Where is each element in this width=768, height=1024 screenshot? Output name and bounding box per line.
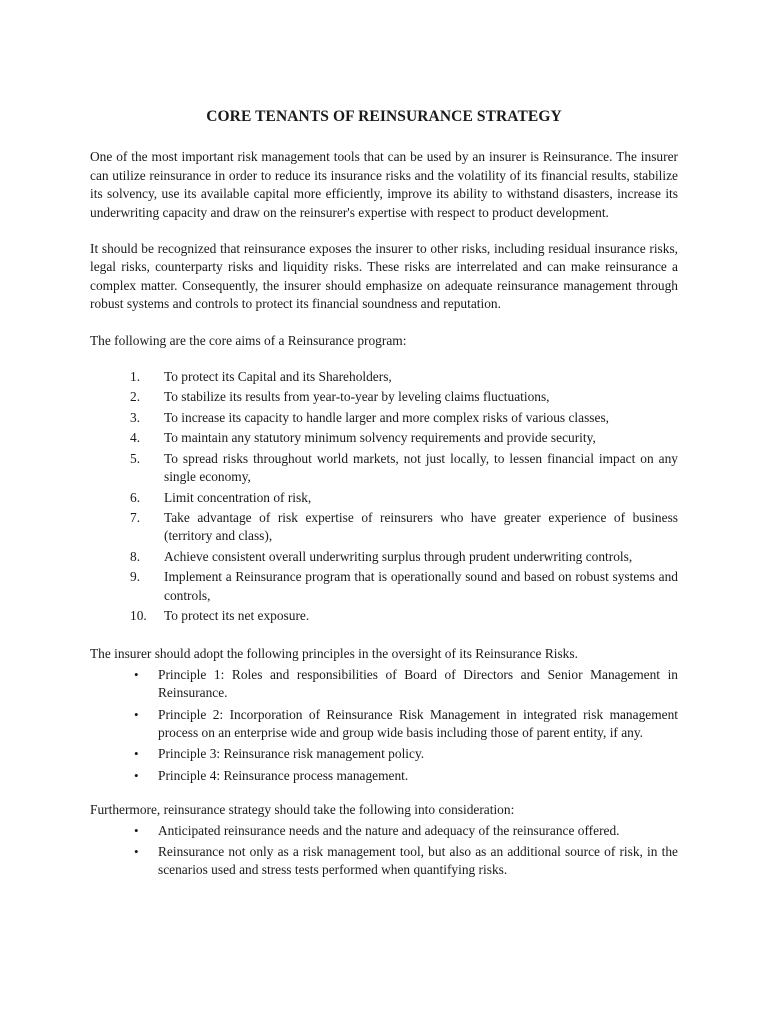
considerations-list [90, 822, 678, 880]
list-item-text: Implement a Reinsurance program that is operationally sound and based on robust systems and controls, [164, 569, 678, 603]
list-item-text: Limit concentration of risk, [164, 489, 312, 505]
list-item-text: To increase its capacity to handle larger and more complex risks of various classes, [164, 409, 610, 425]
list-item-text: Reinsurance not only as a risk management tool, but also as an additional source of risk, in the scenarios used and stress tests performed when quantifying risks. [158, 844, 678, 878]
list-item-text: To spread risks throughout world markets, not just locally, to lessen financial impact on any single economy, [164, 450, 678, 485]
list-item [90, 607, 678, 625]
risks-paragraph: It should be recognized that reinsurance exposes the insurer to other risks, including residual insurance risks, legal risks, counterparty risks and liquidity risks. These risks are interrelated and can make reinsurance a complex matter. Consequently, the insurer should emphasize on adequate reinsurance management through robust systems and controls to protect its financial soundness and reputation. [90, 241, 678, 312]
list-item-text: Principle 2: Incorporation of Reinsurance Risk Management in integrated risk management process on an enterprise wide and group wide basis including those of parent entity, if any. [158, 706, 678, 740]
list-item-text: Principle 4: Reinsurance process management. [158, 767, 409, 783]
list-number: 8. [130, 548, 141, 564]
considerations-lead-paragraph: Furthermore, reinsurance strategy should take the following into consideration: [90, 802, 515, 818]
list-item-text: Principle 1: Roles and responsibilities of Board of Directors and Senior Management in Reinsurance. [158, 666, 678, 701]
bullet-icon: • [134, 844, 139, 859]
list-item-text: Take advantage of risk expertise of reinsurers who have greater experience of business (territory and class), [164, 509, 678, 544]
list-number: 7. [130, 509, 141, 525]
document-title: CORE TENANTS OF REINSURANCE STRATEGY [206, 108, 562, 125]
list-item [90, 388, 678, 406]
bullet-icon: • [134, 746, 139, 762]
list-item-text: Achieve consistent overall underwriting surplus through prudent underwriting controls, [164, 548, 633, 564]
list-item-text: To protect its net exposure. [164, 607, 310, 623]
list-item-text: To stabilize its results from year-to-year by leveling claims fluctuations, [164, 389, 550, 405]
list-number: 10. [130, 607, 147, 623]
list-item-text: Anticipated reinsurance needs and the nature and adequacy of the reinsurance offered. [158, 822, 620, 838]
list-item [90, 843, 678, 880]
bullet-icon: • [134, 822, 139, 838]
list-item [90, 368, 678, 386]
list-item [90, 509, 678, 546]
list-item [90, 666, 678, 703]
aims-lead-paragraph: The following are the core aims of a Reinsurance program: [90, 332, 407, 348]
document-page [90, 108, 678, 896]
list-item [90, 745, 678, 763]
list-item [90, 409, 678, 427]
list-number: 6. [130, 489, 141, 505]
list-item [90, 822, 678, 840]
list-item [90, 706, 678, 743]
list-number: 3. [130, 409, 141, 425]
list-number: 2. [130, 389, 141, 405]
list-item [90, 450, 678, 487]
bullet-icon: • [134, 767, 139, 783]
list-item-text: To protect its Capital and its Shareholders, [164, 369, 392, 385]
list-item [90, 548, 678, 566]
list-number: 9. [130, 569, 141, 585]
principles-lead-paragraph: The insurer should adopt the following principles in the oversight of its Reinsurance Risks. [90, 646, 578, 662]
bullet-icon: • [134, 706, 139, 722]
aims-list [90, 368, 678, 625]
list-number: 1. [130, 369, 141, 385]
intro-paragraph: One of the most important risk management tools that can be used by an insurer is Reinsurance. The insurer can utilize reinsurance in order to reduce its insurance risks and the volatility of its financial results, stabilize its solvency, use its available capital more efficiently, improve its ability to withstand disasters, increase its underwriting capacity and draw on the reinsurer's expertise with respect to product development. [90, 149, 678, 220]
list-item [90, 429, 678, 447]
list-number: 4. [130, 430, 141, 446]
list-item-text: To maintain any statutory minimum solvency requirements and provide security, [164, 430, 596, 446]
list-item-text: Principle 3: Reinsurance risk management policy. [158, 746, 425, 762]
bullet-icon: • [134, 666, 139, 682]
list-number: 5. [130, 450, 141, 466]
list-item [90, 767, 678, 785]
list-item [90, 568, 678, 605]
list-item [90, 489, 678, 507]
principles-list [90, 666, 678, 785]
